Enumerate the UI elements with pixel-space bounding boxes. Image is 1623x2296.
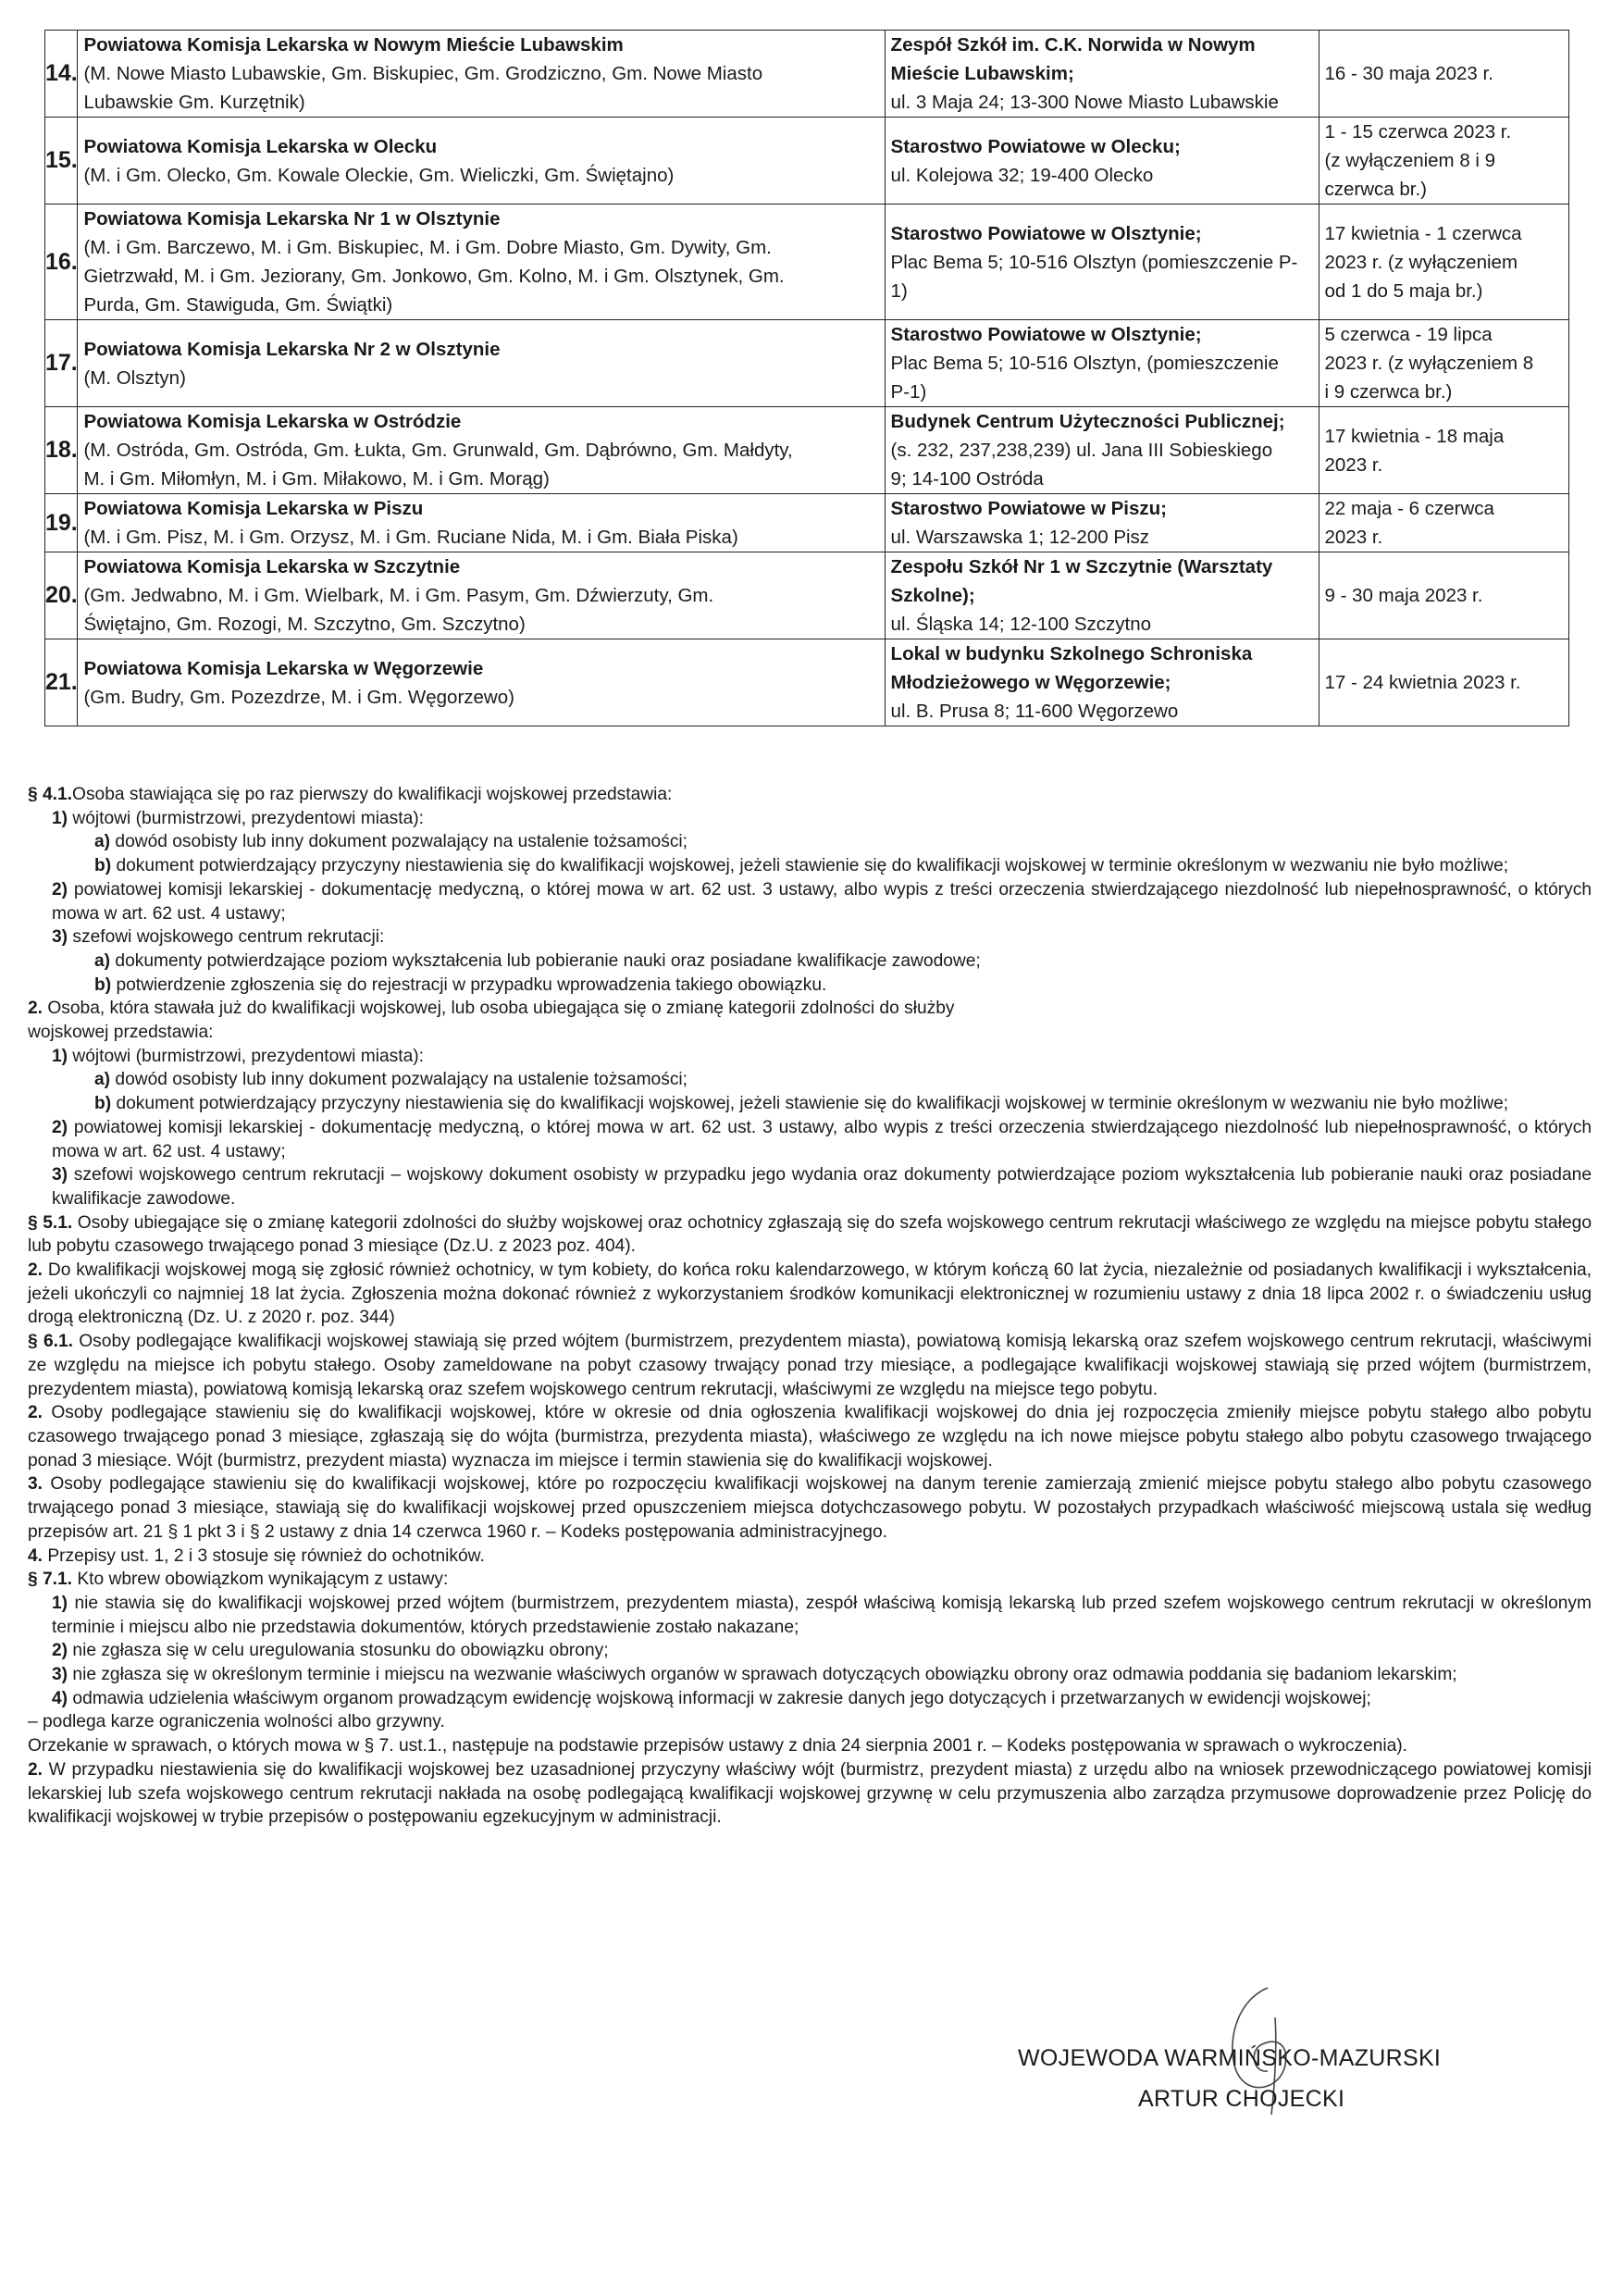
paragraph (28, 1211, 1592, 1259)
row-number: 16. (45, 205, 78, 320)
place-name-line: Zespół Szkół im. C.K. Norwida w Nowym (890, 34, 1256, 56)
paragraph (28, 1734, 1592, 1758)
paragraph-number: 3) (52, 1665, 68, 1685)
paragraph-number: b) (94, 856, 112, 876)
paragraph (28, 854, 1592, 878)
paragraph-number: a) (94, 832, 111, 852)
paragraph-number: b) (94, 1094, 112, 1114)
term-line: 2023 r. (z wyłączeniem 8 (1324, 353, 1534, 374)
paragraph-text: nie zgłasza się w celu uregulowania stosunku do obowiązku obrony; (68, 1641, 609, 1661)
paragraph-text: Osoba, która stawała już do kwalifikacji wojskowej, lub osoba ubiegająca się o zmianę kategorii zdolności do służby (43, 999, 955, 1019)
term-line: 9 - 30 maja 2023 r. (1324, 585, 1483, 606)
table-row (45, 494, 1569, 552)
paragraph-text: dokument potwierdzający przyczyny niestawienia się do kwalifikacji wojskowej, jeżeli stawienie się do kwalifikacji wojskowej w terminie określonym w wezwaniu nie było możliwe; (111, 1094, 1509, 1114)
term-line: 2023 r. (1324, 527, 1383, 548)
commission-name: Powiatowa Komisja Lekarska w Nowym Mieście Lubawskim (83, 34, 624, 56)
commission-name: Powiatowa Komisja Lekarska Nr 1 w Olsztynie (83, 208, 501, 230)
commission-name: Powiatowa Komisja Lekarska w Szczytnie (83, 556, 461, 577)
term-line: 5 czerwca - 19 lipca (1324, 324, 1493, 345)
term-cell (1319, 552, 1568, 639)
paragraph-text: wójtowi (burmistrzowi, prezydentowi miasta): (68, 808, 424, 828)
place-address-line: ul. Śląska 14; 12-100 Szczytno (890, 614, 1152, 635)
place-address-line: 1) (890, 279, 908, 302)
place-address-line: ul. 3 Maja 24; 13-300 Nowe Miasto Lubawskie (890, 92, 1279, 113)
paragraph-text: Osoby podlegające kwalifikacji wojskowej stawiają się przed wójtem (burmistrzem, prezydentem miasta), powiatową komisją lekarską oraz szefem wojskowego centrum rekrutacji, właściwymi ze względu na miejsce ich pobytu stałego. Osoby zameldowane na pobyt czasowy trwający ponad trzy miesiące, a podlegające kwalifikacji wojskowej stawiają się przed wójtem (burmistrzem, prezydentem miasta), powiatową komisją lekarską oraz szefem wojskowego centrum rekrutacji, właściwymi ze względu na miejsce tego pobytu. (28, 1332, 1592, 1399)
paragraph (28, 1068, 1592, 1092)
table-row (45, 205, 1569, 320)
paragraph (28, 1092, 1592, 1116)
term-line: 1 - 15 czerwca 2023 r. (1324, 121, 1512, 143)
paragraph-number: 1) (52, 1046, 68, 1066)
paragraph-text: Osoby podlegające stawieniu się do kwalifikacji wojskowej, które w okresie od dnia ogłoszenia kwalifikacji wojskowej do dnia jej rozpoczęcia zmieniły miejsce pobytu stałego albo pobytu czasowego trwającego ponad 3 miesiące, zgłaszają się do wójta (burmistrza, prezydenta miasta), właściwego ze względu na ich nowe miejsce pobytu stałego albo pobytu czasowego trwającego ponad 3 miesiące. Wójt (burmistrz, prezydent miasta) wyznacza im miejsce i termin stawienia się do kwalifikacji wojskowej. (28, 1403, 1592, 1471)
paragraph-number: § 4.1. (28, 785, 73, 804)
place-address-line: ul. B. Prusa 8; 11-600 Węgorzewo (890, 701, 1179, 722)
place-name-line: Młodzieżowego w Węgorzewie; (890, 672, 1171, 693)
commission-name: Powiatowa Komisja Lekarska w Węgorzewie (83, 657, 484, 679)
term-line: 16 - 30 maja 2023 r. (1324, 63, 1493, 84)
paragraph-number: § 5.1. (28, 1212, 73, 1233)
paragraph-number: 4) (52, 1688, 68, 1708)
paragraph-text: dokument potwierdzający przyczyny niestawienia się do kwalifikacji wojskowej, jeżeli stawienie się do kwalifikacji wojskowej w terminie określonym w wezwaniu nie było możliwe; (111, 856, 1509, 876)
term-line: 2023 r. (z wyłączeniem (1324, 251, 1518, 273)
paragraph-text: odmawia udzielenia właściwym organom prowadzącym ewidencję wojskową informacji w zakresie danych jego dotyczących i przetwarzanych w ewidencji wojskowej; (68, 1688, 1371, 1708)
paragraph-number: b) (94, 974, 112, 995)
paragraph (28, 1592, 1592, 1639)
commission-area-line: M. i Gm. Miłomłyn, M. i Gm. Miłakowo, M. i Gm. Morąg) (83, 468, 550, 490)
paragraph (28, 830, 1592, 854)
signature-name: ARTUR CHOJECKI (1138, 2086, 1345, 2112)
paragraph-number: 1) (52, 1593, 68, 1613)
row-number: 18. (45, 407, 78, 494)
place-address-line: Plac Bema 5; 10-516 Olsztyn (pomieszczenie P- (890, 251, 1298, 273)
paragraph-number: 3. (28, 1474, 43, 1495)
commission-area-line: (M. Ostróda, Gm. Ostróda, Gm. Łukta, Gm. Grunwald, Gm. Dąbrówno, Gm. Małdyty, (83, 440, 793, 461)
commission-area-line: Purda, Gm. Stawiguda, Gm. Świątki) (83, 294, 393, 316)
term-line: 2023 r. (1324, 453, 1383, 476)
place-name-line: Szkolne); (890, 585, 975, 606)
place-cell (885, 205, 1319, 320)
term-cell (1319, 320, 1568, 407)
row-number: 20. (45, 552, 78, 639)
commission-cell (78, 639, 885, 726)
commission-area-line: (M. i Gm. Pisz, M. i Gm. Orzysz, M. i Gm. Ruciane Nida, M. i Gm. Biała Piska) (83, 527, 738, 548)
paragraph-number: § 6.1. (28, 1332, 73, 1352)
paragraph-text: Osoby ubiegające się o zmianę kategorii zdolności do służby wojskowej oraz ochotnicy zgłaszają się do szefa wojskowego centrum rekrutacji właściwego ze względu na miejsce pobytu stałego lub pobytu czasowego trwającego ponad 3 miesiące (Dz.U. z 2023 poz. 404). (28, 1212, 1592, 1257)
paragraph (28, 1568, 1592, 1592)
commission-area-line: (Gm. Budry, Gm. Pozezdrze, M. i Gm. Węgorzewo) (83, 686, 514, 708)
paragraph (28, 925, 1592, 949)
place-address-line: ul. Kolejowa 32; 19-400 Olecko (890, 164, 1154, 186)
paragraph (28, 1401, 1592, 1472)
commission-area-line: Lubawskie Gm. Kurzętnik) (83, 92, 305, 113)
commission-table (44, 30, 1569, 726)
paragraph-text: nie stawia się do kwalifikacji wojskowej przed wójtem (burmistrzem, prezydentem miasta), zespół właściwą komisją lekarską lub przed szefem wojskowego centrum rekrutacji w określonym terminie i miejscu albo nie przedstawia dokumentów, których przedstawienie zostało nakazane; (52, 1593, 1592, 1637)
paragraph-number: 2. (28, 1260, 43, 1281)
place-cell (885, 639, 1319, 726)
row-number: 14. (45, 31, 78, 118)
paragraph-text: nie zgłasza się w określonym terminie i miejscu na wezwanie właściwych organów w sprawach dotyczących obowiązku obrony oraz odmawia poddania się badaniom lekarskim; (68, 1665, 1457, 1685)
paragraph (28, 1639, 1592, 1663)
signature-title: WOJEWODA WARMIŃSKO-MAZURSKI (1018, 2045, 1442, 2071)
paragraph (28, 1163, 1592, 1210)
commission-cell (78, 205, 885, 320)
paragraph-number: 2) (52, 1117, 68, 1137)
paragraph-text: wójtowi (burmistrzowi, prezydentowi miasta): (68, 1046, 424, 1066)
row-number: 19. (45, 494, 78, 552)
table-row (45, 639, 1569, 726)
paragraph-text: Przepisy ust. 1, 2 i 3 stosuje się również do ochotników. (43, 1545, 485, 1566)
table-row (45, 552, 1569, 639)
term-cell (1319, 205, 1568, 320)
term-line: 22 maja - 6 czerwca (1324, 498, 1494, 519)
paragraph-number: a) (94, 1070, 111, 1090)
place-name-line: Starostwo Powiatowe w Olecku; (890, 135, 1181, 157)
paragraph (28, 1259, 1592, 1330)
paragraph (28, 807, 1592, 831)
place-cell (885, 494, 1319, 552)
commission-cell (78, 494, 885, 552)
place-address-line: P-1) (890, 381, 927, 403)
row-number: 17. (45, 320, 78, 407)
paragraph-text: powiatowej komisji lekarskiej - dokumentację medyczną, o której mowa w art. 62 ust. 3 ustawy, albo wypis z treści orzeczenia stwierdzającego niezdolność lub niepełnosprawność, o których mowa w art. 62 ust. 4 ustawy; (52, 879, 1592, 924)
place-name-line: Starostwo Powiatowe w Olsztynie; (890, 222, 1202, 244)
place-name-line: Mieście Lubawskim; (890, 63, 1074, 84)
term-cell (1319, 118, 1568, 205)
term-line: 17 kwietnia - 18 maja (1324, 425, 1505, 447)
place-address-line: (s. 232, 237,238,239) ul. Jana III Sobieskiego (890, 440, 1273, 461)
paragraph-text: dowód osobisty lub inny dokument pozwalający na ustalenie tożsamości; (110, 832, 688, 852)
paragraph (28, 1545, 1592, 1569)
paragraph-text: W przypadku niestawienia się do kwalifikacji wojskowej bez uzasadnionej przyczyny właściwy wójt (burmistrz, prezydent miasta) z urzędu albo na wniosek przewodniczącego powiatowej komisji lekarskiej lub szefa wojskowego centrum rekrutacji nakłada na osobę podlegającą kwalifikacji wojskowej grzywnę w celu przymuszenia albo zarządza przymusowe doprowadzenie przez Policję do kwalifikacji wojskowej w trybie przepisów o postępowaniu egzekucyjnym w administracji. (28, 1759, 1592, 1828)
table-row (45, 320, 1569, 407)
commission-area-line: Gietrzwałd, M. i Gm. Jeziorany, Gm. Jonkowo, Gm. Kolno, M. i Gm. Olsztynek, Gm. (83, 266, 785, 287)
place-address-line: Plac Bema 5; 10-516 Olsztyn, (pomieszczenie (890, 353, 1279, 374)
paragraph (28, 1710, 1592, 1734)
term-cell (1319, 31, 1568, 118)
term-line: 17 kwietnia - 1 czerwca (1324, 222, 1522, 244)
commission-cell (78, 552, 885, 639)
commission-name: Powiatowa Komisja Lekarska w Ostródzie (83, 411, 462, 432)
paragraph-text: dokumenty potwierdzające poziom wykształcenia lub pobieranie nauki oraz posiadane kwalifikacje zawodowe; (110, 950, 981, 971)
paragraph-number: 2. (28, 999, 43, 1019)
commission-table-body (45, 31, 1569, 726)
commission-area-line: (M. i Gm. Barczewo, M. i Gm. Biskupiec, M. i Gm. Dobre Miasto, Gm. Dywity, Gm. (83, 237, 772, 258)
commission-cell (78, 118, 885, 205)
term-line: od 1 do 5 maja br.) (1324, 279, 1483, 302)
term-line: i 9 czerwca br.) (1324, 381, 1453, 403)
regulation-text (28, 783, 1592, 1830)
paragraph (28, 1663, 1592, 1687)
term-cell (1319, 639, 1568, 726)
paragraph-text: szefowi wojskowego centrum rekrutacji: (68, 927, 385, 948)
paragraph-number: 2) (52, 1641, 68, 1661)
table-row (45, 31, 1569, 118)
paragraph-number: 4. (28, 1545, 43, 1566)
paragraph-text: wojskowej przedstawia: (28, 1023, 214, 1043)
commission-area-line: (Gm. Jedwabno, M. i Gm. Wielbark, M. i Gm. Pasym, Gm. Dźwierzuty, Gm. (83, 585, 714, 606)
row-number: 21. (45, 639, 78, 726)
paragraph-number: 3) (52, 927, 68, 948)
paragraph (28, 1045, 1592, 1069)
paragraph-text: – podlega karze ograniczenia wolności albo grzywny. (28, 1712, 445, 1732)
paragraph-number: 3) (52, 1165, 68, 1185)
paragraph (28, 1758, 1592, 1830)
commission-name: Powiatowa Komisja Lekarska w Olecku (83, 135, 438, 157)
paragraph-number: § 7.1. (28, 1570, 73, 1590)
place-cell (885, 407, 1319, 494)
table-row (45, 407, 1569, 494)
paragraph (28, 1116, 1592, 1163)
paragraph (28, 1687, 1592, 1711)
paragraph-text: dowód osobisty lub inny dokument pozwalający na ustalenie tożsamości; (110, 1070, 688, 1090)
paragraph-text: Do kwalifikacji wojskowej mogą się zgłosić również ochotnicy, w tym kobiety, do końca roku kalendarzowego, w którym kończą 60 lat życia, niezależnie od posiadanych kwalifikacji i wykształcenia, jeżeli ukończyli co najmniej 18 lat życia. Zgłoszenia można dokonać również z wykorzystaniem środków komunikacji elektronicznej w rozumieniu ustawy z dnia 18 lipca 2002 r. o świadczeniu usług drogą elektroniczną (Dz. U. z 2020 r. poz. 344) (28, 1260, 1592, 1328)
paragraph-number: 2. (28, 1759, 43, 1780)
paragraph (28, 878, 1592, 925)
commission-name: Powiatowa Komisja Lekarska w Piszu (83, 498, 424, 519)
term-line: czerwca br.) (1324, 179, 1428, 200)
place-address-line: 9; 14-100 Ostróda (890, 468, 1044, 490)
paragraph-text: Kto wbrew obowiązkom wynikającym z ustawy: (72, 1570, 449, 1590)
paragraph-number: 2) (52, 879, 68, 900)
paragraph (28, 949, 1592, 974)
paragraph-text: szefowi wojskowego centrum rekrutacji – wojskowy dokument osobisty w przypadku jego wydania oraz dokumenty potwierdzające poziom wykształcenia lub pobieranie nauki oraz posiadane kwalifikacje zawodowe. (52, 1165, 1592, 1209)
paragraph-text: potwierdzenie zgłoszenia się do rejestracji w przypadku wprowadzenia takiego obowiązku. (111, 974, 827, 995)
paragraph (28, 1330, 1592, 1401)
paragraph (28, 783, 1592, 807)
place-name-line: Budynek Centrum Użyteczności Publicznej; (890, 411, 1285, 432)
row-number: 15. (45, 118, 78, 205)
paragraph-text: powiatowej komisji lekarskiej - dokumentację medyczną, o której mowa w art. 62 ust. 3 ustawy, albo wypis z treści orzeczenia stwierdzającego niezdolność lub niepełnosprawność, o których mowa w art. 62 ust. 4 ustawy; (52, 1117, 1592, 1161)
place-name-line: Starostwo Powiatowe w Olsztynie; (890, 324, 1202, 345)
commission-area-line: Świętajno, Gm. Rozogi, M. Szczytno, Gm. Szczytno) (83, 614, 526, 635)
place-cell (885, 31, 1319, 118)
paragraph (28, 1021, 1592, 1045)
commission-area-line: (M. i Gm. Olecko, Gm. Kowale Oleckie, Gm. Wieliczki, Gm. Świętajno) (83, 164, 675, 186)
paragraph-number: a) (94, 950, 111, 971)
term-cell (1319, 407, 1568, 494)
paragraph (28, 974, 1592, 998)
paragraph (28, 997, 1592, 1021)
paragraph-text: Osoba stawiająca się po raz pierwszy do kwalifikacji wojskowej przedstawia: (72, 785, 673, 804)
paragraph-text: Orzekanie w sprawach, o których mowa w § 7. ust.1., następuje na podstawie przepisów ustawy z dnia 24 sierpnia 2001 r. – Kodeks postępowania w sprawach o wykroczenia). (28, 1736, 1408, 1756)
table-row (45, 118, 1569, 205)
place-cell (885, 320, 1319, 407)
place-cell (885, 118, 1319, 205)
commission-name: Powiatowa Komisja Lekarska Nr 2 w Olsztynie (83, 338, 501, 360)
commission-cell (78, 31, 885, 118)
place-name-line: Lokal w budynku Szkolnego Schroniska (890, 643, 1253, 664)
signature-block (1018, 1999, 1573, 2147)
paragraph (28, 1472, 1592, 1544)
place-name-line: Starostwo Powiatowe w Piszu; (890, 498, 1167, 519)
term-line: (z wyłączeniem 8 i 9 (1324, 150, 1496, 171)
place-cell (885, 552, 1319, 639)
commission-area-line: (M. Nowe Miasto Lubawskie, Gm. Biskupiec, Gm. Grodziczno, Gm. Nowe Miasto (83, 63, 763, 84)
commission-cell (78, 320, 885, 407)
place-address-line: ul. Warszawska 1; 12-200 Pisz (890, 527, 1150, 548)
commission-area-line: (M. Olsztyn) (83, 366, 186, 389)
paragraph-number: 1) (52, 808, 68, 828)
commission-cell (78, 407, 885, 494)
term-line: 17 - 24 kwietnia 2023 r. (1324, 672, 1521, 693)
paragraph-text: Osoby podlegające stawieniu się do kwalifikacji wojskowej, które po rozpoczęciu kwalifikacji wojskowej na danym terenie zamierzają zmienić miejsce pobytu stałego albo pobytu czasowego trwającego ponad 3 miesiące, stawiają się do kwalifikacji wojskowej przed opuszczeniem miejsca dotychczasowego pobytu. W pozostałych przypadkach właściwość miejscową ustala się według przepisów art. 21 § 1 pkt 3 i § 2 ustawy z dnia 14 czerwca 1960 r. – Kodeks postępowania administracyjnego. (28, 1474, 1592, 1542)
place-name-line: Zespołu Szkół Nr 1 w Szczytnie (Warsztaty (890, 556, 1273, 577)
term-cell (1319, 494, 1568, 552)
paragraph-number: 2. (28, 1403, 43, 1423)
